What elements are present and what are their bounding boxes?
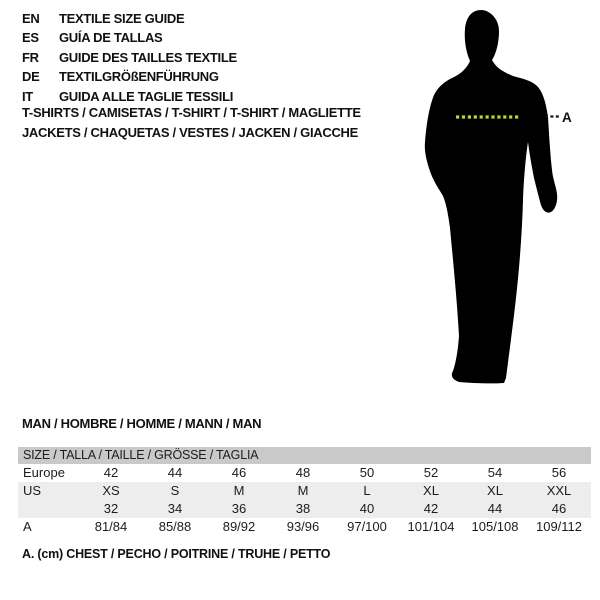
size-cell: XL [487,483,503,498]
size-cell: 81/84 [94,519,128,534]
table-row-us-letters [18,482,591,500]
size-cell: 50 [359,465,375,480]
size-cell: 97/100 [347,519,387,534]
size-cell: 54 [487,465,503,480]
language-label: TEXTILGRÖßENFÜHRUNG [59,69,219,85]
language-row-de [22,67,237,86]
language-list [22,9,237,106]
language-code: EN [22,11,40,26]
size-cell: 46 [231,465,247,480]
size-cell: 46 [551,501,567,516]
size-cell: 40 [359,501,375,516]
size-cell: 93/96 [286,519,320,534]
size-cell: 56 [551,465,567,480]
size-cell: 44 [167,465,183,480]
size-cell: 89/92 [222,519,256,534]
size-cell: XXL [546,483,572,498]
size-cell: 48 [295,465,311,480]
size-cell: 42 [103,465,119,480]
size-cell: 36 [231,501,247,516]
size-cell: 34 [167,501,183,516]
language-code: FR [22,49,39,65]
size-cell: XS [102,483,120,498]
table-row-chest-cm [18,518,591,536]
size-table [18,447,591,536]
size-cell: 101/104 [407,519,455,534]
garment-categories [22,103,361,143]
size-cell: L [363,483,371,498]
language-label: GUÍA DE TALLAS [59,30,163,46]
row-label: A [23,519,32,534]
section-title-man: MAN / HOMBRE / HOMME / MANN / MAN [22,416,262,431]
language-code: DE [22,69,40,85]
size-cell: XL [423,483,439,498]
size-cell: 44 [487,501,503,516]
language-label: GUIDE DES TAILLES TEXTILE [59,49,237,65]
table-row-us-numbers [18,500,591,518]
measurement-a-footnote: A. (cm) CHEST / PECHO / POITRINE / TRUHE / PETTO [22,547,331,561]
man-silhouette-shape [425,10,557,383]
size-table-header: SIZE / TALLA / TAILLE / GRÖSSE / TAGLIA [18,447,591,464]
table-row-europe [18,464,591,482]
size-cell: 52 [423,465,439,480]
size-cell: 38 [295,501,311,516]
language-code: IT [22,88,33,104]
size-cell: M [297,483,309,498]
language-code: ES [22,30,39,46]
row-label [18,500,79,518]
category-line-tshirts: T-SHIRTS / CAMISETAS / T-SHIRT / T-SHIRT / MAGLIETTE [22,105,361,120]
size-cell: 85/88 [158,519,192,534]
measurement-a-label: A [562,110,572,125]
language-label: GUIDA ALLE TAGLIE TESSILI [59,88,234,104]
language-row-fr [22,48,237,67]
size-cell: 32 [103,501,119,516]
size-cell: 42 [423,501,439,516]
category-line-jackets: JACKETS / CHAQUETAS / VESTES / JACKEN / GIACCHE [22,125,358,140]
language-row-es [22,28,237,47]
language-label: TEXTILE SIZE GUIDE [59,11,185,26]
row-label: US [23,483,42,498]
size-cell: M [233,483,245,498]
size-cell: 109/112 [535,519,583,534]
size-cell: S [170,483,180,498]
language-row-en [22,9,237,28]
size-cell: 105/108 [471,519,519,534]
row-label: Europe [23,465,65,480]
man-silhouette-figure [405,0,595,400]
